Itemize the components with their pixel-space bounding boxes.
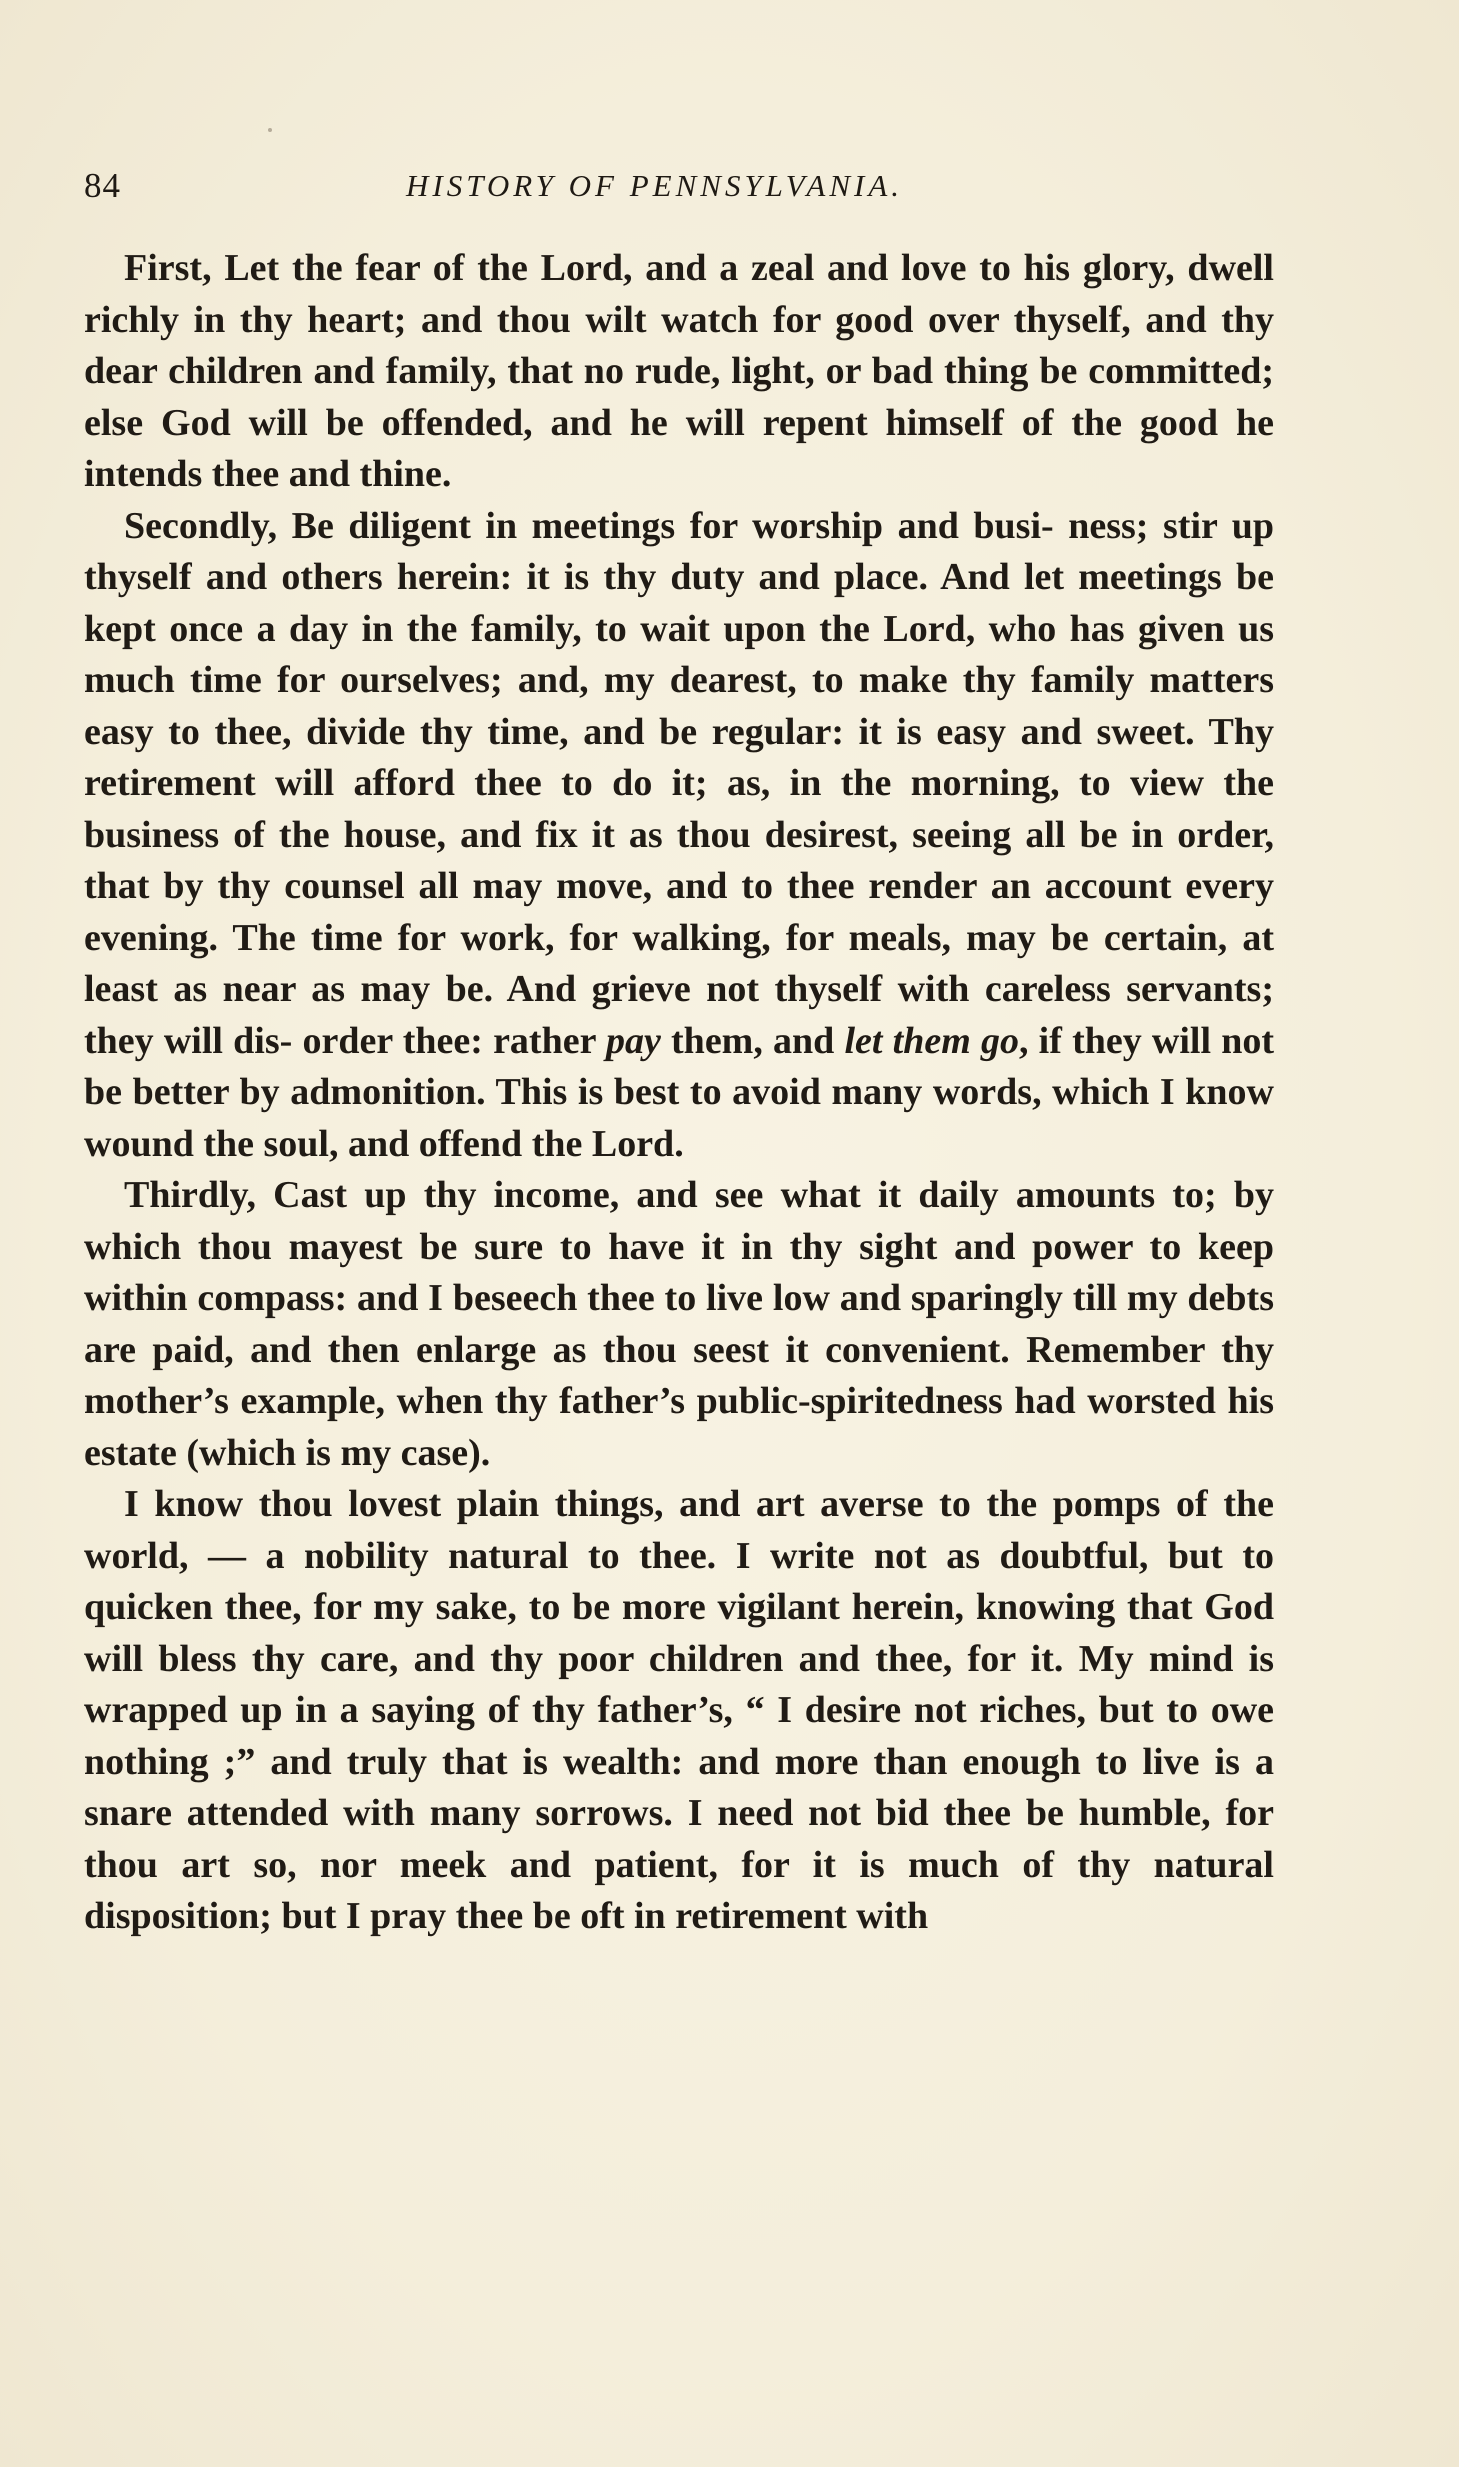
paragraph-fourth: I know thou lovest plain things, and art averse to the pomps of the world, — a nobility natural to thee. I write not as doubtful, but to quicken thee, for my sake, to be more vigilant herein, knowing that God will bless thy care, and thy poor children and thee, for it. My mind is wrapped up in a saying of thy father’s, “ I desire not riches, but to owe nothing ;” and truly that is wealth: and more than enough to live is a snare attended with many sorrows. I need not bid thee be humble, for thou art so, nor meek and patient, for it is much of thy natural disposition; but I pray thee be oft in retirement with (84, 1483, 1274, 1937)
paragraph-first: First, Let the fear of the Lord, and a zeal and love to his glory, dwell richly in thy heart; and thou wilt watch for good over thyself, and thy dear children and family, that no rude, light, or bad thing be committed; else God will be offended, and he will repent himself of the good he intends thee and thine. (84, 247, 1274, 495)
paragraph-secondly-text-part1: Secondly, Be diligent in meetings for worship and busi- ness; stir up thyself and others herein: it is thy duty and place. And let meetings be kept once a day in the family, to wait upon the Lord, who has given us much time for ourselves; and, my dearest, to make thy family matters easy to thee, divide thy time, and be regular: it is easy and sweet. Thy retirement will afford thee to do it; as, in the morning, to view the business of the house, and fix it as thou desirest, seeing all be in order, that by thy counsel all may move, and to thee render an account every evening. The time for work, for walking, for meals, may be certain, at least as near as may be. And grieve not thyself with careless servants; they will dis- order thee: rather (84, 504, 1274, 1062)
italic-let-them-go: let them go (844, 1019, 1019, 1062)
paragraph-thirdly: Thirdly, Cast up thy income, and see what it daily amounts to; by which thou mayest be sure to have it in thy sight and power to keep within compass: and I beseech thee to live low and sparingly till my debts are paid, and then enlarge as thou seest it convenient. Remember thy mother’s example, when thy father’s public-spiritedness had worsted his estate (which is my case). (84, 1174, 1274, 1474)
italic-pay: pay (605, 1019, 661, 1062)
paragraph-secondly-text-part3: , if they will not be better by admonition. This is best to avoid many words, which I know wound the soul, and offend the Lord. (84, 1019, 1275, 1165)
page-number: 84 (84, 166, 121, 205)
page-speck (268, 128, 272, 132)
paragraph-secondly (84, 501, 1274, 1171)
running-title: HISTORY OF PENNSYLVANIA. (406, 168, 904, 203)
main-text (84, 243, 1274, 1943)
paragraph-secondly-text-part2: them, and (660, 1019, 845, 1062)
running-head (84, 166, 1294, 226)
